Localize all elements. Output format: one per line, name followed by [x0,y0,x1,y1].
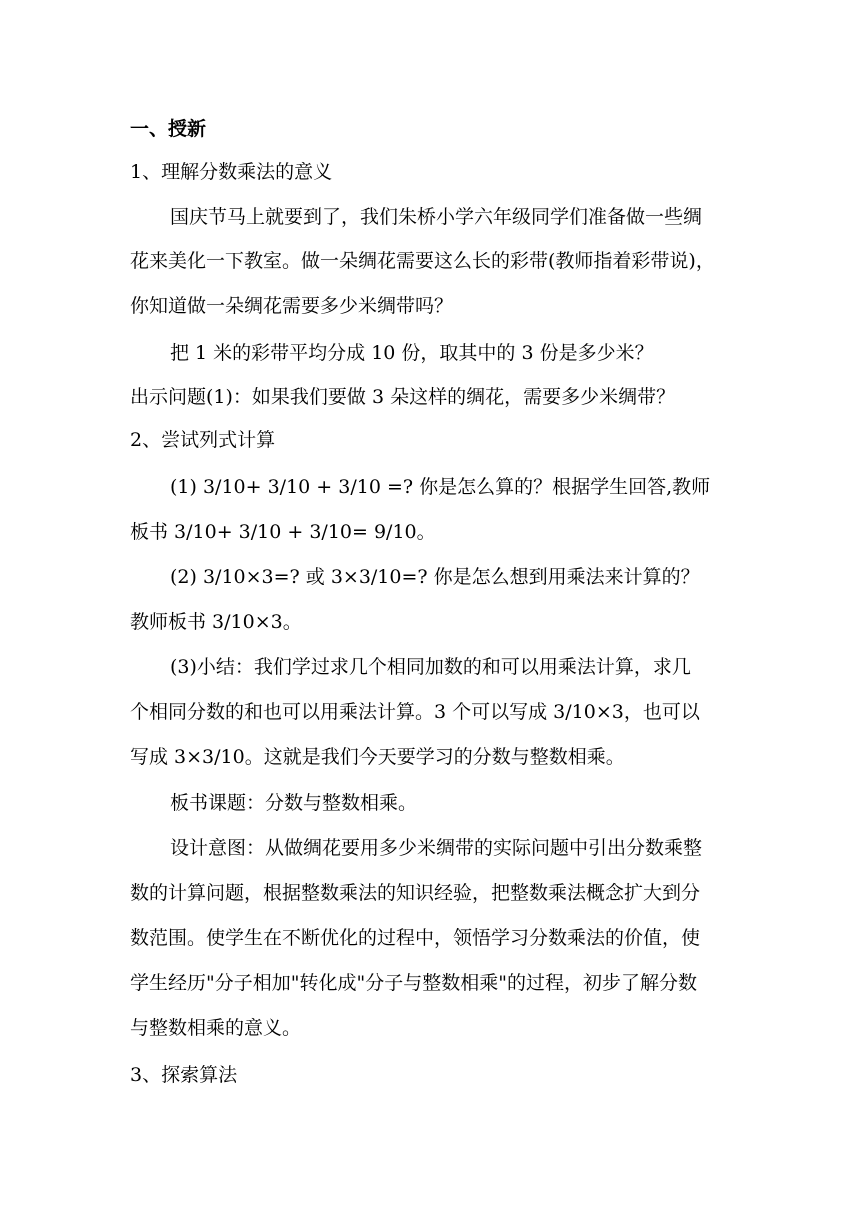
paragraph-intro-line-2: 花来美化一下教室。做一朵绸花需要这么长的彩带(教师指着彩带说)， [130,250,715,272]
item-3-line-2: 个相同分数的和也可以用乘法计算。3 个可以写成 3/10×3，也可以 [130,701,700,723]
paragraph-problem-1: 出示问题(1)：如果我们要做 3 朵这样的绸花，需要多少米绸带？ [130,386,676,408]
section-3-title: 3、探索算法 [130,1064,238,1086]
section-2-title: 2、尝试列式计算 [130,429,276,451]
item-1-line-1: (1) 3/10+ 3/10 + 3/10 =? 你是怎么算的？根据学生回答,教师 [170,476,711,498]
item-1-line-2: 板书 3/10+ 3/10 + 3/10= 9/10。 [130,521,436,543]
paragraph-intro-line-3: 你知道做一朵绸花需要多少米绸带吗？ [130,295,454,317]
item-3-line-1: (3)小结：我们学过求几个相同加数的和可以用乘法计算，求几 [170,656,691,678]
paragraph-intro-line-1: 国庆节马上就要到了，我们朱桥小学六年级同学们准备做一些绸 [170,206,703,228]
item-2-line-1: (2) 3/10×3=? 或 3×3/10=? 你是怎么想到用乘法来计算的？ [170,566,700,588]
heading-teach-new: 一、授新 [130,118,207,140]
design-intent-line-3: 数范围。使学生在不断优化的过程中，领悟学习分数乘法的价值，使 [130,927,701,949]
section-1-title: 1、理解分数乘法的意义 [130,161,333,183]
paragraph-question-divide: 把 1 米的彩带平均分成 10 份，取其中的 3 份是多少米？ [170,342,654,364]
design-intent-line-1: 设计意图：从做绸花要用多少米绸带的实际问题中引出分数乘整 [170,837,703,859]
design-intent-line-2: 数的计算问题，根据整数乘法的知识经验，把整数乘法概念扩大到分 [130,882,701,904]
item-2-line-2: 教师板书 3/10×3。 [130,611,302,633]
design-intent-line-5: 与整数相乘的意义。 [130,1017,302,1039]
board-title: 板书课题：分数与整数相乘。 [170,792,418,814]
item-3-line-3: 写成 3×3/10。这就是我们今天要学习的分数与整数相乘。 [130,746,625,768]
design-intent-line-4: 学生经历"分子相加"转化成"分子与整数相乘"的过程，初步了解分数 [130,972,697,994]
